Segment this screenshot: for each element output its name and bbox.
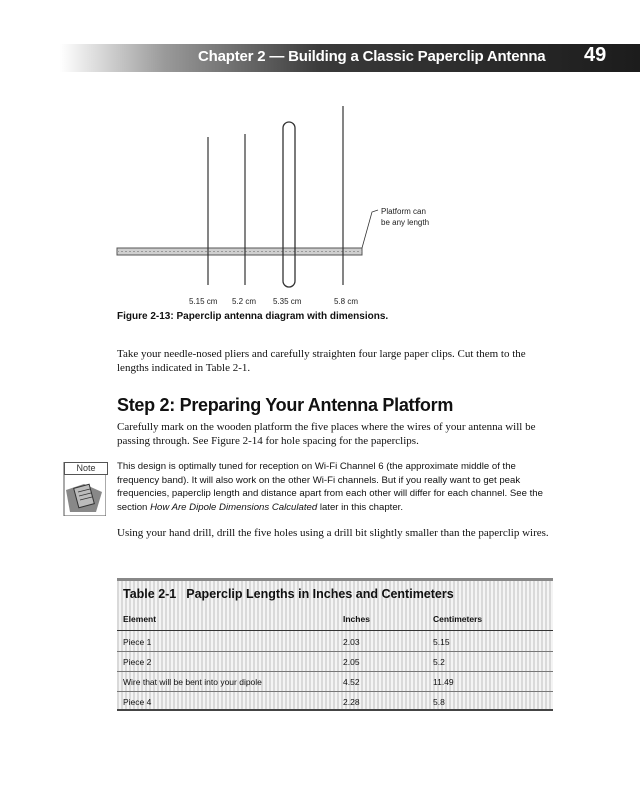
- dim-label-1: 5.15 cm: [189, 297, 218, 306]
- note-label: Note: [64, 462, 108, 475]
- col-header-element: Element: [123, 614, 157, 624]
- figure-caption-text: Paperclip antenna diagram with dimensions.: [176, 311, 389, 322]
- note-italic-reference: How Are Dipole Dimensions Calculated: [150, 501, 318, 513]
- page-number: 49: [584, 44, 607, 66]
- antenna-diagram: [0, 0, 640, 320]
- table-header-row: [117, 608, 553, 631]
- table-row: Piece 4 2.28 5.8: [123, 697, 445, 707]
- wire-dipole-loop: [283, 122, 295, 287]
- platform-callout-line: [362, 210, 378, 248]
- chapter-title: Chapter 2 — Building a Classic Paperclip Antenna: [198, 48, 546, 65]
- section-heading: Step 2: Preparing Your Antenna Platform: [117, 395, 454, 415]
- figure-caption-prefix: Figure 2-13:: [117, 311, 174, 322]
- dim-label-3: 5.35 cm: [273, 297, 302, 306]
- body-paragraph-1: Take your needle-nosed pliers and carefully straighten four large paper clips. Cut them to the lengths indicated in Table 2-1.: [117, 348, 526, 374]
- dim-label-4: 5.8 cm: [334, 297, 359, 306]
- dim-label-2: 5.2 cm: [232, 297, 257, 306]
- col-header-centimeters: Centimeters: [433, 614, 483, 624]
- table-title: [123, 587, 454, 601]
- table-number: Table 2-1: [123, 587, 177, 601]
- table-title-text: Paperclip Lengths in Inches and Centimeters: [186, 587, 454, 601]
- table-bottom-rule: [117, 709, 553, 711]
- paperclip-lengths-table: [117, 578, 553, 711]
- body-paragraph-2: Using your hand drill, drill the five holes using a drill bit slightly smaller than the paperclip wires.: [117, 527, 549, 539]
- section-paragraph: Carefully mark on the wooden platform the five places where the wires of your antenna will be passing through. See Figure 2-14 for hole spacing for the paperclips.: [117, 421, 536, 447]
- table-row: Wire that will be bent into your dipole 4.52 11.49: [117, 671, 553, 692]
- platform-label-line2: be any length: [381, 218, 430, 227]
- col-header-inches: Inches: [343, 614, 370, 624]
- figure-caption: [117, 311, 388, 322]
- table-row: Piece 1 2.03 5.15: [117, 631, 553, 652]
- note-text: This design is optimally tuned for reception on Wi-Fi Channel 6 (the approximate middle of the frequency band). It will also work on the other Wi-Fi channels. But if you really want to get peak frequencies, paperclip length and distance apart from each other will differ for each channel. See the section How Are Dipole Dimensions Calculated later in this chapter.: [117, 461, 543, 513]
- table-row: Piece 2 2.05 5.2: [117, 651, 553, 672]
- platform-label-line1: Platform can: [381, 207, 426, 216]
